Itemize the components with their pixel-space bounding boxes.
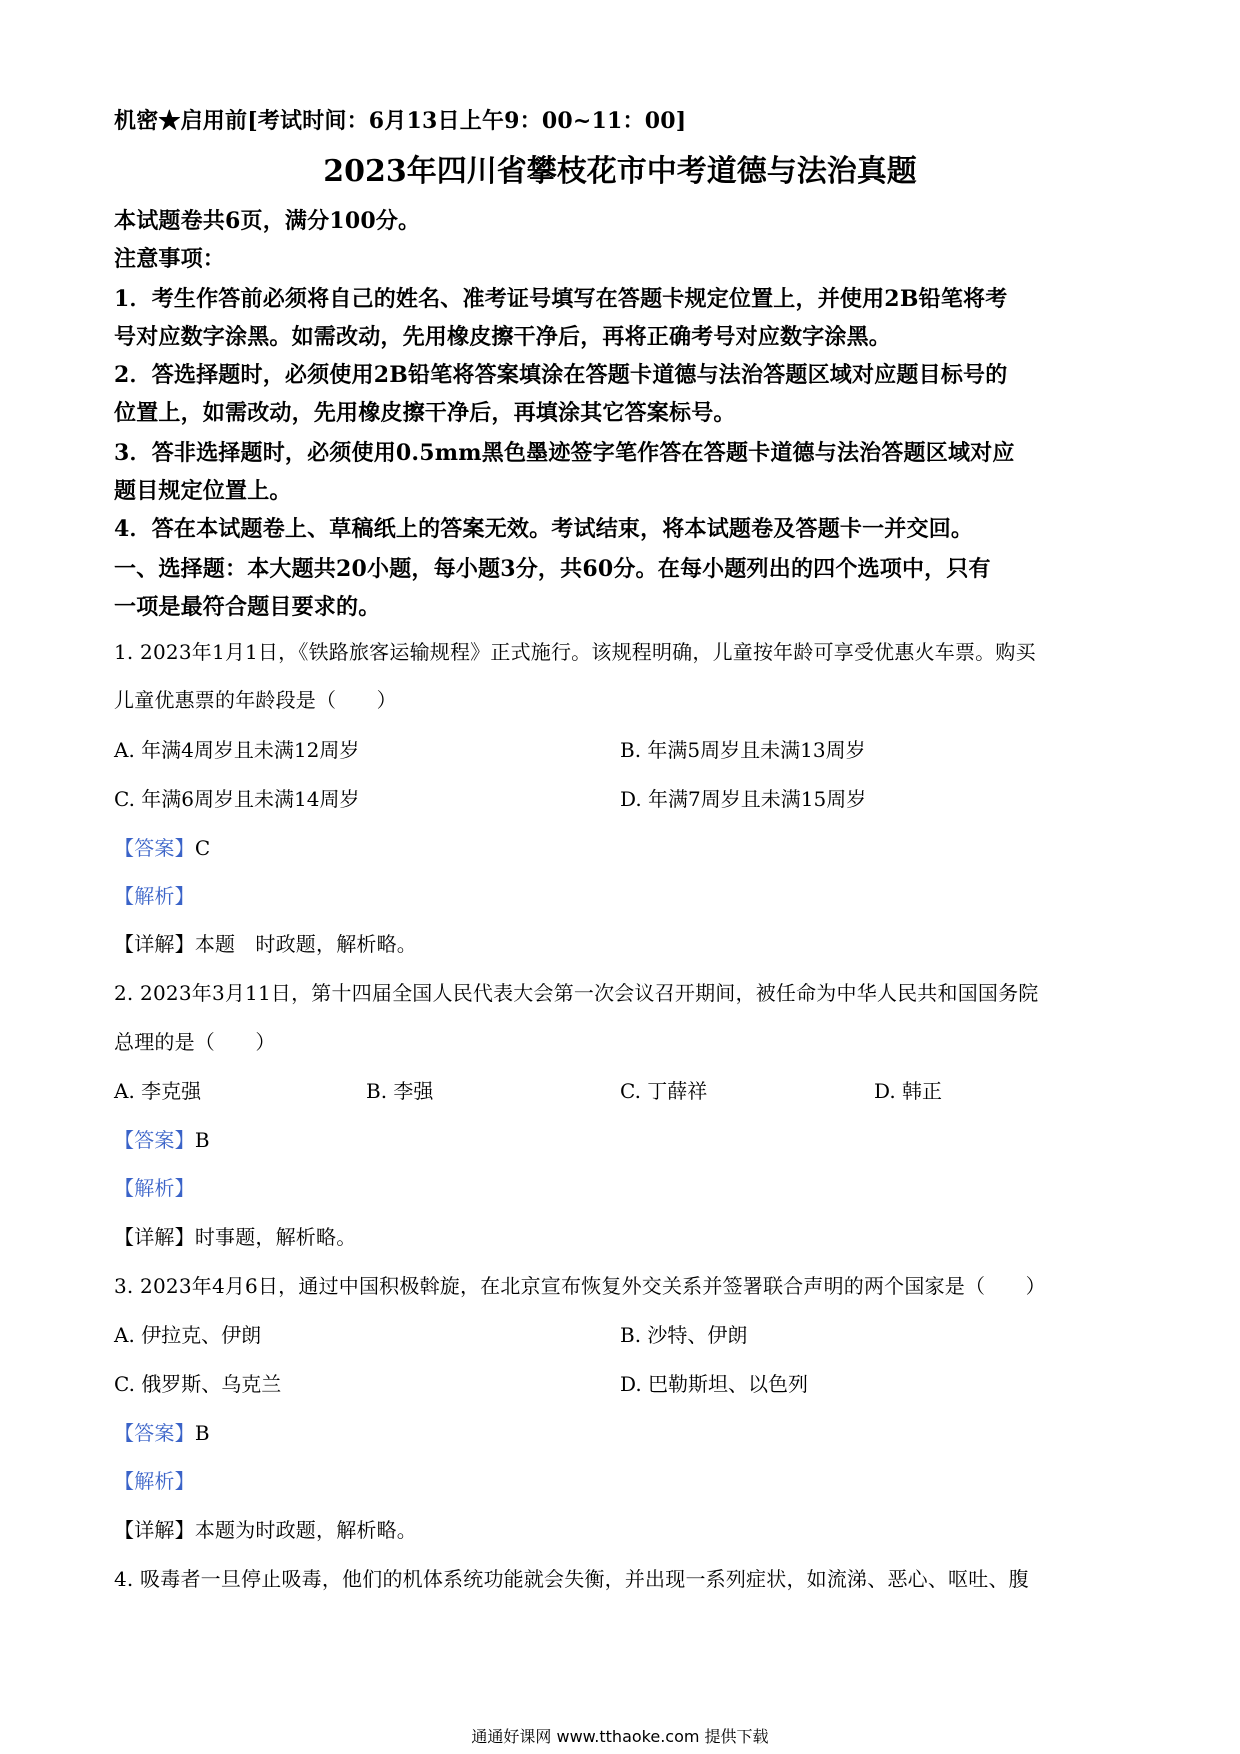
question-2-option-d: D. 韩正	[874, 1079, 943, 1103]
question-2-analysis-tag: 【解析】	[114, 1176, 195, 1200]
pages-info: 本试题卷共6页，满分100分。	[114, 208, 421, 234]
question-2-answer	[114, 1124, 210, 1153]
answer-tag: 【答案】	[114, 1128, 195, 1152]
section-heading-line1: 一、选择题：本大题共20小题，每小题3分，共60分。在每小题列出的四个选项中，只有	[114, 556, 991, 582]
question-3-option-d: D. 巴勒斯坦、以色列	[620, 1372, 809, 1396]
detail-text: 本题为时政题，解析略。	[194, 1518, 418, 1542]
question-1-answer	[114, 832, 210, 861]
question-2-stem-cont: 总理的是（ ）	[114, 1030, 276, 1054]
question-1-analysis-tag: 【解析】	[114, 884, 195, 908]
question-3-option-a: A. 伊拉克、伊朗	[114, 1323, 262, 1347]
question-3-option-b: B. 沙特、伊朗	[620, 1323, 748, 1347]
notice-line: 3．答非选择题时，必须使用0.5mm黑色墨迹签字笔作答在答题卡道德与法治答题区域对应	[114, 440, 1015, 466]
question-1-detail	[114, 928, 417, 957]
answer-tag: 【答案】	[114, 836, 195, 860]
confidential-line: 机密★启用前[考试时间：6月13日上午9：00~11：00]	[114, 108, 687, 134]
section-heading-line2: 一项是最符合题目要求的。	[114, 594, 381, 620]
question-1-stem-cont: 儿童优惠票的年龄段是（ ）	[114, 688, 397, 712]
question-1-option-d: D. 年满7周岁且未满15周岁	[620, 787, 867, 811]
detail-tag: 【详解】	[114, 932, 195, 956]
detail-tag: 【详解】	[114, 1518, 195, 1542]
notice-line: 1．考生作答前必须将自己的姓名、准考证号填写在答题卡规定位置上，并使用2B铅笔将考	[114, 286, 1008, 312]
notice-line: 位置上，如需改动，先用橡皮擦干净后，再填涂其它答案标号。	[114, 400, 736, 426]
notice-line: 4．答在本试题卷上、草稿纸上的答案无效。考试结束，将本试题卷及答题卡一并交回。	[114, 516, 974, 542]
question-2-option-a: A. 李克强	[114, 1079, 202, 1103]
question-2-detail	[114, 1221, 356, 1250]
question-3-analysis-tag: 【解析】	[114, 1469, 195, 1493]
question-4-stem: 4. 吸毒者一旦停止吸毒，他们的机体系统功能就会失衡，并出现一系列症状，如流涕、恶心、呕吐、腹	[114, 1567, 1029, 1591]
notice-line: 号对应数字涂黑。如需改动，先用橡皮擦干净后，再将正确考号对应数字涂黑。	[114, 324, 892, 350]
detail-text: 本题 时政题，解析略。	[194, 932, 418, 956]
question-1-stem: 1. 2023年1月1日，《铁路旅客运输规程》正式施行。该规程明确，儿童按年龄可享受优惠火车票。购买	[114, 640, 1036, 664]
question-2-stem: 2. 2023年3月11日，第十四届全国人民代表大会第一次会议召开期间，被任命为中华人民共和国国务院	[114, 981, 1039, 1005]
answer-value: C	[194, 836, 211, 860]
notice-line: 题目规定位置上。	[114, 478, 292, 504]
page-title: 2023年四川省攀枝花市中考道德与法治真题	[323, 154, 917, 189]
question-2-option-b: B. 李强	[366, 1079, 434, 1103]
question-2-option-c: C. 丁薛祥	[620, 1079, 708, 1103]
question-3-stem: 3. 2023年4月6日，通过中国积极斡旋，在北京宣布恢复外交关系并签署联合声明的两个国家是（ ）	[114, 1274, 1046, 1298]
detail-tag: 【详解】	[114, 1225, 195, 1249]
question-1-option-b: B. 年满5周岁且未满13周岁	[620, 738, 866, 762]
footer-download-note: 通通好课网 www.tthaoke.com 提供下载	[471, 1727, 769, 1746]
answer-value: B	[194, 1128, 210, 1152]
detail-text: 时事题，解析略。	[194, 1225, 357, 1249]
question-3-option-c: C. 俄罗斯、乌克兰	[114, 1372, 282, 1396]
notice-line: 2．答选择题时，必须使用2B铅笔将答案填涂在答题卡道德与法治答题区域对应题目标号的	[114, 362, 1008, 388]
question-3-detail	[114, 1514, 417, 1543]
question-1-option-a: A. 年满4周岁且未满12周岁	[114, 738, 360, 762]
question-1-option-c: C. 年满6周岁且未满14周岁	[114, 787, 360, 811]
answer-value: B	[194, 1421, 210, 1445]
answer-tag: 【答案】	[114, 1421, 195, 1445]
notice-heading: 注意事项：	[114, 246, 226, 272]
question-3-answer	[114, 1417, 210, 1446]
